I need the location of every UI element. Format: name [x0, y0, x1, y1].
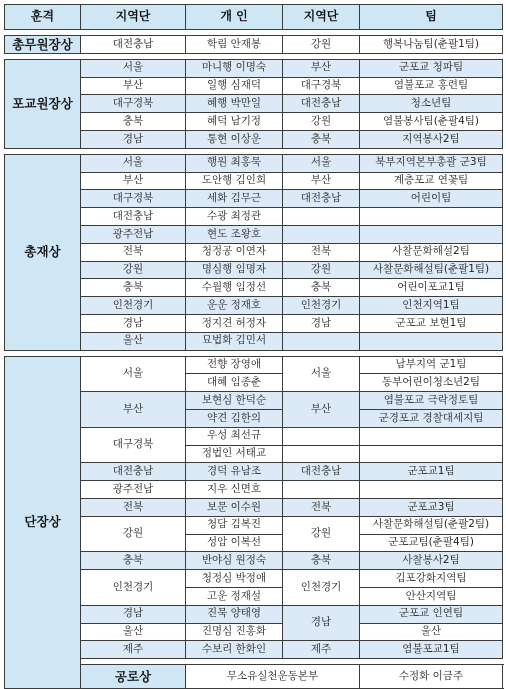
region-cell: 울산: [81, 332, 186, 350]
team-cell: 군포교 보현1팀: [360, 314, 503, 332]
team-region-cell: [283, 225, 360, 243]
team-region-cell: 부산: [283, 172, 360, 190]
team-region-cell: 경남: [283, 605, 360, 641]
individual-cell: 운운 정재호: [186, 297, 283, 315]
individual-cell: 명심행 임명자: [186, 261, 283, 279]
team-region-cell: [283, 445, 360, 463]
team-region-cell: 인천경기: [283, 297, 360, 315]
team-region-cell: 전북: [283, 498, 360, 516]
region-cell: 전북: [81, 498, 186, 516]
team-cell: 남부지역 군1팀: [360, 356, 503, 374]
team-cell: 사찰문화해설팀(춘팔2팀): [360, 516, 503, 534]
individual-cell: 정지견 허정자: [186, 314, 283, 332]
individual-cell: 청담 김복진: [186, 516, 283, 534]
team-cell: 지역봉사2팀: [360, 130, 503, 148]
individual-cell: 마니행 이명숙: [186, 59, 283, 77]
team-cell: 염불봉사팀(춘팔4팀): [360, 113, 503, 131]
individual-cell: 경덕 유남조: [186, 463, 283, 481]
region-cell: 충북: [81, 113, 186, 131]
team-region-cell: 인천경기: [283, 570, 360, 606]
individual-cell: 청정공 이연자: [186, 243, 283, 261]
danjang-row: [5, 356, 503, 374]
team-region-cell: 충북: [283, 552, 360, 570]
team-region-cell: 경남: [283, 314, 360, 332]
region-cell: 서울: [81, 154, 186, 172]
region-cell: 경남: [81, 314, 186, 332]
team-cell: [360, 332, 503, 350]
team-region-cell: 부산: [283, 59, 360, 77]
region-cell: 강원: [81, 261, 186, 279]
individual-cell: 반야심 원정숙: [186, 552, 283, 570]
pogyo-row: [5, 59, 503, 77]
region-cell: 강원: [81, 516, 186, 552]
team-cell: 계층포교 연꽃팀: [360, 172, 503, 190]
award-cell-chongmu: 총무원장상: [5, 36, 81, 54]
awards-table: [4, 4, 503, 689]
team-region-cell: 서울: [283, 154, 360, 172]
individual-cell: 전향 장영애: [186, 356, 283, 374]
header-row: [5, 5, 503, 30]
team-cell: [360, 208, 503, 226]
team-cell: 행복나눔팀(춘팔1팀): [360, 36, 503, 54]
team-cell: [360, 481, 503, 499]
individual-cell: 현도 조왕호: [186, 225, 283, 243]
region-cell: 대구경북: [81, 190, 186, 208]
team-region-cell: 제주: [283, 641, 360, 659]
individual-cell: 수보리 한화인: [186, 641, 283, 659]
team-cell: 안산지역팀: [360, 587, 503, 605]
team-region-cell: 대전충남: [283, 95, 360, 113]
team-region-cell: 부산: [283, 392, 360, 428]
region-cell: 대전충남: [81, 36, 186, 54]
team-cell: 군포교 청파팀: [360, 59, 503, 77]
individual-cell: 세화 김무근: [186, 190, 283, 208]
region-cell: 광주전남: [81, 225, 186, 243]
team-region-cell: [283, 427, 360, 445]
header-cell-award: 훈격: [5, 5, 81, 30]
team-cell: [360, 225, 503, 243]
region-cell: 경남: [81, 605, 186, 623]
team-region-cell: 강원: [283, 36, 360, 54]
region-cell: 부산: [81, 172, 186, 190]
team-region-cell: 대전충남: [283, 190, 360, 208]
individual-cell: 무소유실천운동본부: [186, 665, 360, 689]
region-cell: 대전충남: [81, 208, 186, 226]
team-region-cell: 강원: [283, 113, 360, 131]
region-cell: 부산: [81, 77, 186, 95]
individual-cell: 일행 심재덕: [186, 77, 283, 95]
team-cell: 군포교팀(춘팔4팀): [360, 534, 503, 552]
team-cell: 군포교 인연팀: [360, 605, 503, 623]
header-cell-individual: 개 인: [186, 5, 283, 30]
team-region-cell: 대전충남: [283, 463, 360, 481]
team-region-cell: 충북: [283, 279, 360, 297]
team-cell: 군포교1팀: [360, 463, 503, 481]
header-cell-team-region: 지역단: [283, 5, 360, 30]
individual-cell: 묘법화 김민서: [186, 332, 283, 350]
region-cell: 대구경북: [81, 95, 186, 113]
team-region-cell: 강원: [283, 261, 360, 279]
team-region-cell: 충북: [283, 130, 360, 148]
team-cell: 김포강화지역팀: [360, 570, 503, 588]
individual-cell: 지우 신면호: [186, 481, 283, 499]
award-cell-gongro: 공로상: [81, 665, 186, 689]
team-cell: 염불포교 홍련팀: [360, 77, 503, 95]
individual-cell: 도안행 김인희: [186, 172, 283, 190]
region-cell: 대구경북: [81, 427, 186, 463]
region-cell: 서울: [81, 356, 186, 392]
region-cell: 제주: [81, 641, 186, 659]
individual-cell: 우성 최선규: [186, 427, 283, 445]
region-cell: 충북: [81, 552, 186, 570]
team-region-cell: 서울: [283, 356, 360, 392]
team-region-cell: 대구경북: [283, 77, 360, 95]
individual-cell: 행원 최홍묵: [186, 154, 283, 172]
region-cell: 광주전남: [81, 481, 186, 499]
team-cell: 염불포교 극락정토팀: [360, 392, 503, 410]
team-cell: 염불포교1팀: [360, 641, 503, 659]
individual-cell: 진묵 양태영: [186, 605, 283, 623]
team-cell: 동부어린이청소년2팀: [360, 374, 503, 392]
individual-cell: 고운 정재설: [186, 587, 283, 605]
individual-cell: 보문 이수원: [186, 498, 283, 516]
team-region-cell: 전북: [283, 243, 360, 261]
team-region-cell: [283, 332, 360, 350]
team-cell: 군경포교 경찰대세지팀: [360, 409, 503, 427]
team-cell: 인천지역1팀: [360, 297, 503, 315]
individual-cell: 청정심 박정애: [186, 570, 283, 588]
award-cell-chongjae: 총재상: [5, 154, 81, 350]
individual-cell: 진명심 진홍화: [186, 623, 283, 641]
individual-cell: 정법인 서태교: [186, 445, 283, 463]
team-cell: 사찰문화해설2팀: [360, 243, 503, 261]
award-cell-danjang: 단장상: [5, 356, 81, 689]
region-cell: 부산: [81, 392, 186, 428]
region-cell: 전북: [81, 243, 186, 261]
team-cell: 군포교3팀: [360, 498, 503, 516]
team-cell: 사찰문화해설팀(춘팔1팀): [360, 261, 503, 279]
individual-cell: 약견 김한의: [186, 409, 283, 427]
chongjae-row: [5, 154, 503, 172]
team-cell: 청소년팀: [360, 95, 503, 113]
team-cell: 북부지역본부총괄 군3팀: [360, 154, 503, 172]
region-cell: 인천경기: [81, 297, 186, 315]
team-region-cell: [283, 208, 360, 226]
individual-cell: 통현 이상운: [186, 130, 283, 148]
header-cell-team: 팀: [360, 5, 503, 30]
team-cell: 수정화 이금주: [360, 665, 503, 689]
chongmu-row: [5, 36, 503, 54]
award-cell-pogyo: 포교원장상: [5, 59, 81, 148]
team-cell: [360, 427, 503, 445]
team-cell: 어린이포교1팀: [360, 279, 503, 297]
individual-cell: 학림 안재봉: [186, 36, 283, 54]
team-cell: 울산: [360, 623, 503, 641]
region-cell: 서울: [81, 59, 186, 77]
region-cell: 대전충남: [81, 463, 186, 481]
individual-cell: 혜덕 남기정: [186, 113, 283, 131]
individual-cell: 대혜 임종춘: [186, 374, 283, 392]
region-cell: 충북: [81, 279, 186, 297]
region-cell: 인천경기: [81, 570, 186, 606]
region-cell: 경남: [81, 130, 186, 148]
individual-cell: 혜행 박만일: [186, 95, 283, 113]
team-cell: 사찰봉사2팀: [360, 552, 503, 570]
region-cell: 울산: [81, 623, 186, 641]
awards-table-body: [5, 5, 503, 689]
header-cell-region: 지역단: [81, 5, 186, 30]
individual-cell: 수광 최정관: [186, 208, 283, 226]
individual-cell: 성암 이복선: [186, 534, 283, 552]
team-region-cell: [283, 481, 360, 499]
team-cell: [360, 445, 503, 463]
team-region-cell: 강원: [283, 516, 360, 552]
individual-cell: 보현심 한덕순: [186, 392, 283, 410]
team-cell: 어린이팀: [360, 190, 503, 208]
individual-cell: 수월행 임정선: [186, 279, 283, 297]
